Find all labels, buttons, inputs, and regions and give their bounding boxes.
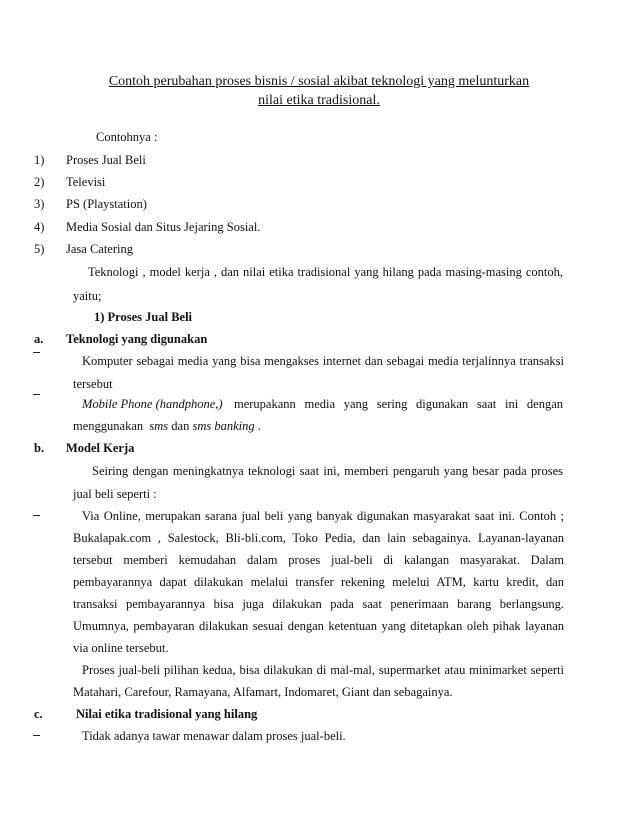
b1-line-2: Bukalapak.com , Salestock, Bli-bli.com, Toko Pedia, dan lain sebagainya. Layanan-layanan [73, 531, 564, 545]
section-c-title: Nilai etika tradisional yang hilang [76, 707, 258, 721]
b-intro-line-1: Seiring dengan meningkatnya teknologi saat ini, memberi pengaruh yang besar pada proses [92, 464, 563, 478]
b1-line-3: tersebut memberi kemudahan dalam proses jual-beli di kalangan masyarakat. Dalam [73, 553, 564, 567]
section-b-letter: b. [34, 441, 45, 455]
b1-line-5: transaksi pembayarannya bisa juga dilakukan pada saat penerimaan barang berlangsung. [73, 597, 564, 611]
section-a-title: Teknologi yang digunakan [66, 332, 208, 346]
list-number: 1) [34, 153, 45, 167]
bullet-dash [33, 735, 40, 736]
a2-end: . [257, 419, 261, 433]
list-number: 5) [34, 242, 45, 256]
b1-line-6: Umumnya, pembayaran dilakukan sesuai dengan ketentuan yang ditetapkan oleh pihak layanan [73, 619, 564, 633]
section-c-letter: c. [34, 707, 43, 721]
a2-pre: menggunakan [73, 419, 144, 433]
a2-dan: dan [171, 419, 190, 433]
a2-line-2 [73, 418, 261, 434]
a2-line-1-rest: merupakann media yang sering digunakan saat ini dengan [234, 397, 563, 411]
section-b-title: Model Kerja [66, 441, 135, 455]
b1-line-1: Via Online, merupakan sarana jual beli yang banyak digunakan masyarakat saat ini. Contoh ; [82, 509, 564, 523]
list-number: 4) [34, 220, 45, 234]
b2-line-1: Proses jual-beli pilihan kedua, bisa dilakukan di mal-mal, supermarket atau minimarket seperti [82, 663, 564, 677]
section-a-letter: a. [34, 332, 44, 346]
subheading-proses-jual-beli: 1) Proses Jual Beli [94, 310, 193, 324]
c1-line: Tidak adanya tawar menawar dalam proses jual-beli. [82, 729, 346, 743]
list-number: 3) [34, 197, 45, 211]
title-line-1: Contoh perubahan proses bisnis / sosial akibat teknologi yang melunturkan [108, 74, 530, 89]
a2-sms: sms [149, 419, 169, 433]
description-line-1: Teknologi , model kerja , dan nilai etika tradisional yang hilang pada masing-masing contoh, [88, 265, 563, 279]
bullet-dash [33, 515, 40, 516]
title-line-2: nilai etika tradisional. [258, 93, 380, 108]
list-item: Televisi [66, 175, 106, 189]
list-number: 2) [34, 175, 45, 189]
list-item: PS (Playstation) [66, 197, 147, 211]
bullet-dash [33, 352, 40, 353]
a2-italic-term: Mobile Phone (handphone,) [82, 397, 223, 411]
b2-line-2: Matahari, Carefour, Ramayana, Alfamart, Indomaret, Giant dan sebagainya. [73, 685, 453, 699]
a1-line-2: tersebut [73, 377, 113, 391]
list-item: Proses Jual Beli [66, 153, 146, 167]
list-item: Jasa Catering [66, 242, 133, 256]
intro-text: Contohnya : [96, 130, 158, 144]
b-intro-line-2: jual beli seperti : [73, 487, 157, 501]
bullet-dash [33, 394, 40, 395]
list-item: Media Sosial dan Situs Jejaring Sosial. [66, 220, 261, 234]
a1-line-1: Komputer sebagai media yang bisa mengakses internet dan sebagai media terjalinnya transaksi [82, 354, 564, 368]
b1-line-4: pembayarannya dapat dilakukan melalui transfer rekening melelui ATM, kartu kredit, dan [73, 575, 564, 589]
a2-sms-banking: sms banking [192, 419, 255, 433]
b1-line-7: via online tersebut. [73, 641, 169, 655]
description-line-2: yaitu; [73, 289, 102, 303]
